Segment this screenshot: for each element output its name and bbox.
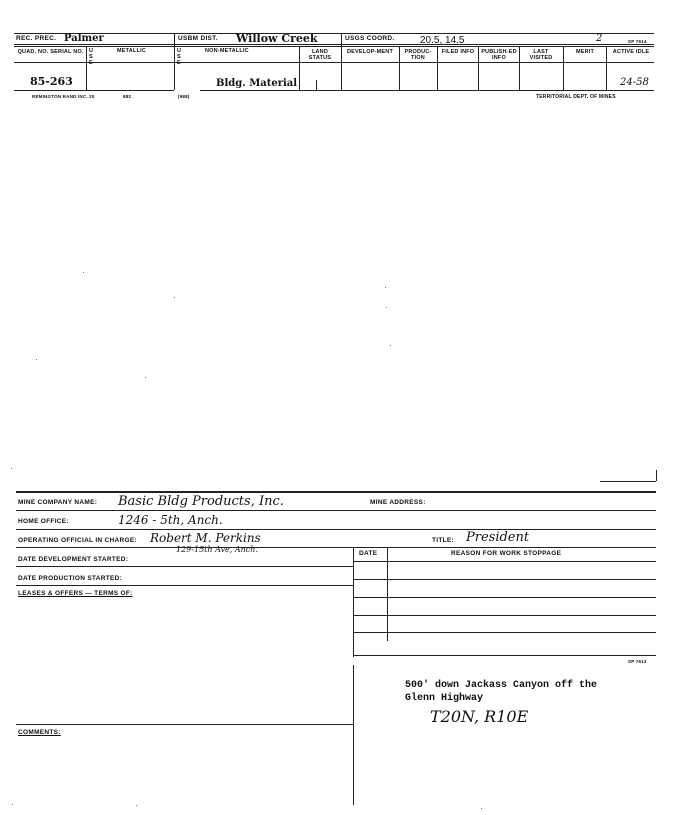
scan-speck (386, 307, 387, 308)
use-letter: S (89, 54, 93, 60)
operating-official-rule (16, 547, 656, 548)
comments-top-rule (16, 724, 353, 725)
production-header: PRODUC-TION (404, 49, 432, 61)
merit-header: MERIT (575, 49, 595, 55)
stoppage-row-rule (353, 615, 656, 616)
serial-label: SERIAL NO. (50, 49, 84, 55)
scan-speck (36, 359, 37, 360)
bottom-card-top-rule (16, 491, 656, 493)
date-development-label: DATE DEVELOPMENT STARTED: (18, 556, 129, 563)
quad-serial-value: 85-263 (30, 75, 73, 88)
metallic-label: METALLIC (117, 48, 146, 54)
top-card-divider (563, 46, 564, 90)
date-stamp-value: 24-58 (620, 77, 649, 88)
printer-footer: REMINGTON RAND INC. 20 (32, 94, 95, 99)
scan-speck (83, 272, 84, 273)
top-card-divider (478, 46, 479, 90)
development-header: DEVELOP-MENT (346, 49, 394, 55)
use-left-letters (89, 48, 93, 66)
nonmetallic-value: Bldg. Material (216, 78, 298, 89)
location-line-2: Glenn Highway (405, 693, 484, 704)
top-form-number: SP 7614 (628, 39, 647, 44)
scan-speck (385, 287, 386, 288)
date-development-rule (16, 566, 353, 567)
stoppage-row-rule (353, 579, 656, 580)
scan-speck (174, 297, 175, 298)
stoppage-bottom-rule (353, 655, 656, 656)
territorial-footer: TERRITORIAL DEPT. OF MINES (536, 94, 616, 100)
top-card-divider (174, 33, 175, 90)
footer-988: (988) (178, 94, 190, 99)
top-card-divider (606, 46, 607, 90)
stoppage-row-rule (353, 632, 656, 633)
land-status-label: LAND STATUS (308, 49, 332, 61)
usgs-coord-value: 20.5, 14.5 (420, 35, 465, 46)
top-card-top-rule (14, 33, 654, 34)
footer-882: 882 (123, 94, 132, 99)
stoppage-row-rule (353, 597, 656, 598)
mine-company-rule (16, 510, 656, 511)
reason-col-label: REASON FOR WORK STOPPAGE (451, 550, 562, 557)
home-office-value: 1246 - 5th, Anch. (118, 513, 223, 527)
scan-speck (136, 805, 137, 806)
leases-label: LEASES & OFFERS — TERMS OF: (18, 590, 133, 597)
top-card-bottom-rule-left (14, 90, 174, 91)
home-office-label: HOME OFFICE: (18, 518, 69, 525)
published-info-header: PUBLISH-ED INFO (481, 49, 517, 61)
title-label: TITLE: (432, 537, 455, 544)
top-card-bottom-rule-right (200, 90, 654, 91)
mine-company-value: Basic Bldg Products, Inc. (118, 494, 284, 509)
title-value: President (466, 530, 530, 545)
date-production-label: DATE PRODUCTION STARTED: (18, 575, 123, 582)
use-letter: U (177, 48, 182, 54)
top-card-divider (341, 33, 342, 90)
mine-address-label: MINE ADDRESS: (370, 499, 426, 506)
active-idle-header: ACTIVE IDLE (612, 49, 650, 55)
use-letter: S (177, 54, 181, 60)
scan-speck (11, 468, 12, 469)
comments-divider (353, 665, 354, 805)
scan-speck (12, 804, 13, 805)
nonmetallic-label: NON-METALLIC (205, 48, 249, 54)
scan-speck (390, 345, 391, 346)
bottom-card-corner (656, 470, 657, 481)
top-card-row1-rule (14, 44, 654, 45)
date-col-label: DATE (359, 550, 378, 557)
bottom-form-number: SP 7613 (628, 659, 647, 664)
location-line-1: 500' down Jackass Canyon off the (405, 680, 598, 691)
bottom-card-top-edge (600, 481, 656, 482)
rec-prec-value: Palmer (64, 33, 104, 44)
home-office-rule (16, 529, 656, 530)
use-letter: E (177, 60, 181, 66)
operating-official-value: Robert M. Perkins (150, 531, 261, 545)
filed-info-header: FILED INFO (441, 49, 475, 55)
top-card-divider (86, 46, 87, 90)
usbm-dist-label: USBM DIST. (178, 35, 218, 42)
mine-company-label: MINE COMPANY NAME: (18, 499, 98, 506)
use-right-letters (177, 48, 181, 66)
tick-mark: 2 (596, 33, 603, 44)
stoppage-row-rule (353, 561, 656, 562)
rec-prec-label: REC. PREC. (16, 35, 57, 42)
comments-label: COMMENTS: (18, 729, 61, 736)
top-card-header-rule (14, 62, 654, 63)
usbm-dist-value: Willow Creek (236, 32, 318, 45)
operating-official-label: OPERATING OFFICIAL IN CHARGE: (18, 537, 137, 544)
top-card-divider (519, 46, 520, 90)
official-address: 129-15th Ave, Anch. (176, 545, 258, 554)
use-letter: E (89, 60, 93, 66)
scan-speck (481, 808, 482, 809)
top-card-divider (299, 46, 300, 90)
top-card-row1-rule-double (14, 46, 654, 47)
use-letter: U (89, 48, 94, 54)
date-production-rule (16, 585, 353, 586)
pencil-mark (316, 80, 317, 90)
quad-label: QUAD. NO. (17, 49, 49, 55)
top-card-divider (437, 46, 438, 90)
scan-speck (145, 377, 146, 378)
last-visited-header: LAST VISITED (529, 49, 553, 61)
table-left-border (353, 547, 354, 657)
usgs-coord-label: USGS COORD. (345, 35, 395, 42)
township-range: T20N, R10E (430, 707, 529, 726)
